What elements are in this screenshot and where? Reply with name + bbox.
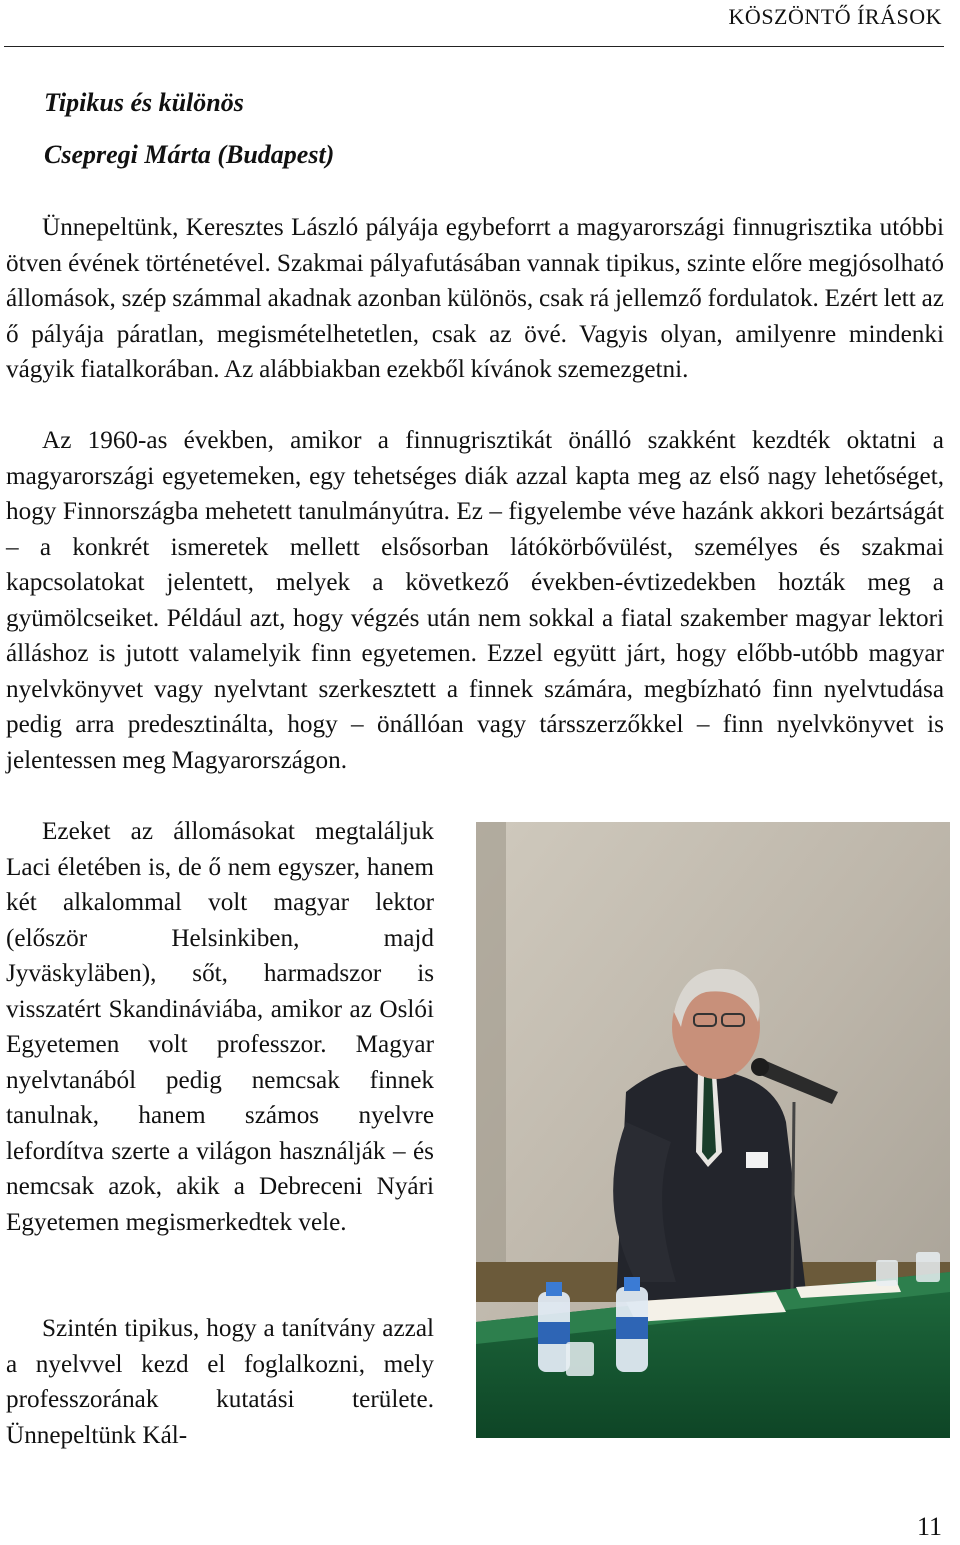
photo-speaker-at-lectern <box>476 822 950 1438</box>
article-title: Tipikus és különös <box>44 88 244 117</box>
paragraph-3: Ezeket az állomásokat megtaláljuk Laci életében is, de ő nem egyszer, hanem két alkalommal volt magyar lektor (először Helsinkiben, majd Jyväskyläben), sőt, harmadszor is visszatért Skandináviába, amikor az Oslói Egyetemen volt professzor. Magyar nyelvtanából pedig nemcsak finnek tanulnak, hanem számos nyelvre lefordítva szerte a világon használják – és nemcsak azok, akik a Debreceni Nyári Egyetemen megismerkedtek vele. <box>6 818 434 1236</box>
page-number: 11 <box>916 1512 942 1541</box>
paragraph-4: Szintén tipikus, hogy a tanítvány azzal a nyelvvel kezd el foglalkozni, mely professzorának kutatási területe. Ünnepeltünk Kál- <box>6 1315 434 1449</box>
paragraph-2: Az 1960-as években, amikor a finnugrisztikát önálló szakként kezdték oktatni a magyarországi egyetemeken, egy tehetséges diák azzal kapta meg az első nagy lehetőséget, hogy Finnországba mehetett tanulmányútra. Ez – figyelembe véve hazánk akkori bezártságát – a konkrét ismeretek mellett elsősorban látókörbővülést, személyes és szakmai kapcsolatokat jelentett, melyek a következő években-évtizedekben hozták meg a gyümölcseiket. Például azt, hogy végzés után nem sokkal a fiatal szakember magyar lektori álláshoz is jutott valamelyik finn egyetemen. Ezzel együtt járt, hogy előbb-utóbb magyar nyelvkönyvet vagy nyelvtant szerkesztett a finnek számára, megbízható finn nyelvtudása pedig arra predesztinálta, hogy – önállóan vagy társszerzőkkel – finn nyelvkönyvet is jelentessen meg Magyarországon. <box>6 427 944 774</box>
running-header: KÖSZÖNTŐ ÍRÁSOK <box>728 4 942 29</box>
paragraph-1: Ünnepeltünk, Keresztes László pályája egybeforrt a magyarországi finnugrisztika utóbbi ötven évének történetével. Szakmai pályafutásában vannak tipikus, szinte előre megjósolható állomások, szép számmal akadnak azonban különös, csak rá jellemző fordulatok. Ezért lett az ő pályája páratlan, megismételhetetlen, csak az övé. Vagyis olyan, amilyenre mindenki vágyik fiatalkorában. Az alábbiakban ezekből kívánok szemezgetni. <box>6 214 944 383</box>
article-author: Csepregi Márta (Budapest) <box>44 140 335 169</box>
header-rule <box>4 46 944 47</box>
